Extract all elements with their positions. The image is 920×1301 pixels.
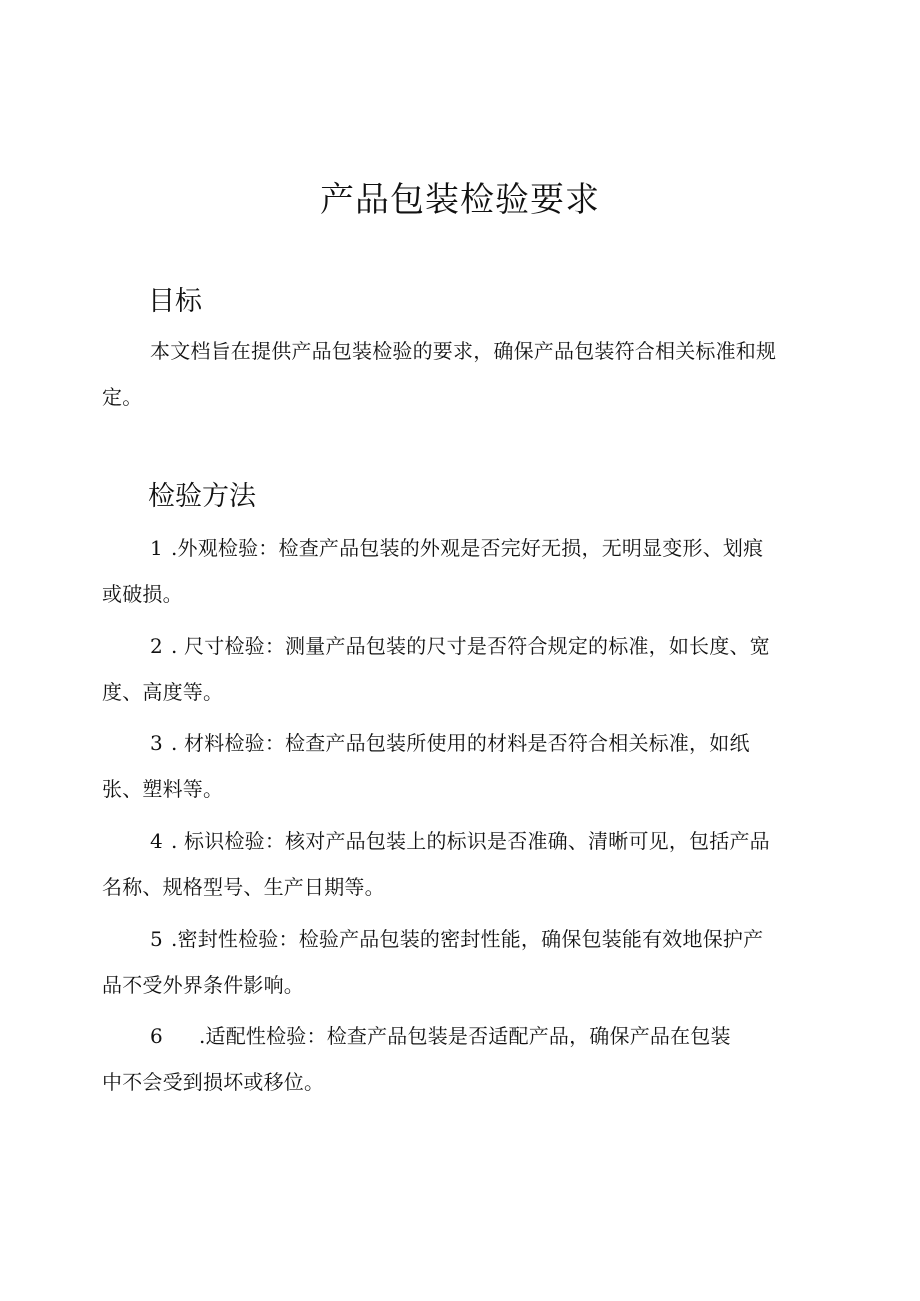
objective-paragraph [102,328,824,420]
method-item-continuation: 度、高度等。 [102,680,224,704]
paragraph-line: 本文档旨在提供产品包装检验的要求，确保产品包装符合相关标准和规 [150,339,777,363]
item-text: . 材料检验：检查产品包装所使用的材料是否符合相关标准，如纸 [170,731,750,755]
method-item-continuation: 品不受外界条件影响。 [102,973,304,997]
method-item-line [102,818,824,864]
item-text: . 标识检验：核对产品包装上的标识是否准确、清晰可见，包括产品 [170,829,770,853]
item-number: 2 [150,634,163,658]
method-item-5 [102,916,824,1008]
item-number: 3 [150,731,163,755]
item-text: .适配性检验：检查产品包装是否适配产品，确保产品在包装 [198,1024,731,1048]
item-text: .外观检验：检查产品包装的外观是否完好无损，无明显变形、划痕 [170,536,764,560]
section-heading-objective: 目标 [148,286,202,317]
method-item-line [102,525,824,571]
method-item-continuation: 张、塑料等。 [102,777,224,801]
method-item-continuation: 名称、规格型号、生产日期等。 [102,875,385,899]
method-item-line [102,720,824,766]
method-item-2 [102,623,824,715]
method-item-4 [102,818,824,910]
method-item-3 [102,720,824,812]
item-number: 4 [150,829,163,853]
item-number: 1 [150,536,163,560]
method-item-continuation: 中不会受到损坏或移位。 [102,1070,325,1094]
paragraph-line: 定。 [102,385,143,409]
method-item-6 [102,1013,824,1105]
method-item-continuation: 或破损。 [102,582,183,606]
section-heading-methods: 检验方法 [148,481,256,512]
item-text: . 尺寸检验：测量产品包装的尺寸是否符合规定的标准，如长度、宽 [170,634,770,658]
method-item-1 [102,525,824,617]
method-item-line [102,623,824,669]
item-text: .密封性检验：检验产品包装的密封性能，确保包装能有效地保护产 [170,927,764,951]
method-item-line [102,1013,824,1059]
document-title: 产品包装检验要求 [320,180,600,220]
item-number: 5 [150,927,163,951]
item-number: 6 [150,1024,163,1048]
method-item-line [102,916,824,962]
